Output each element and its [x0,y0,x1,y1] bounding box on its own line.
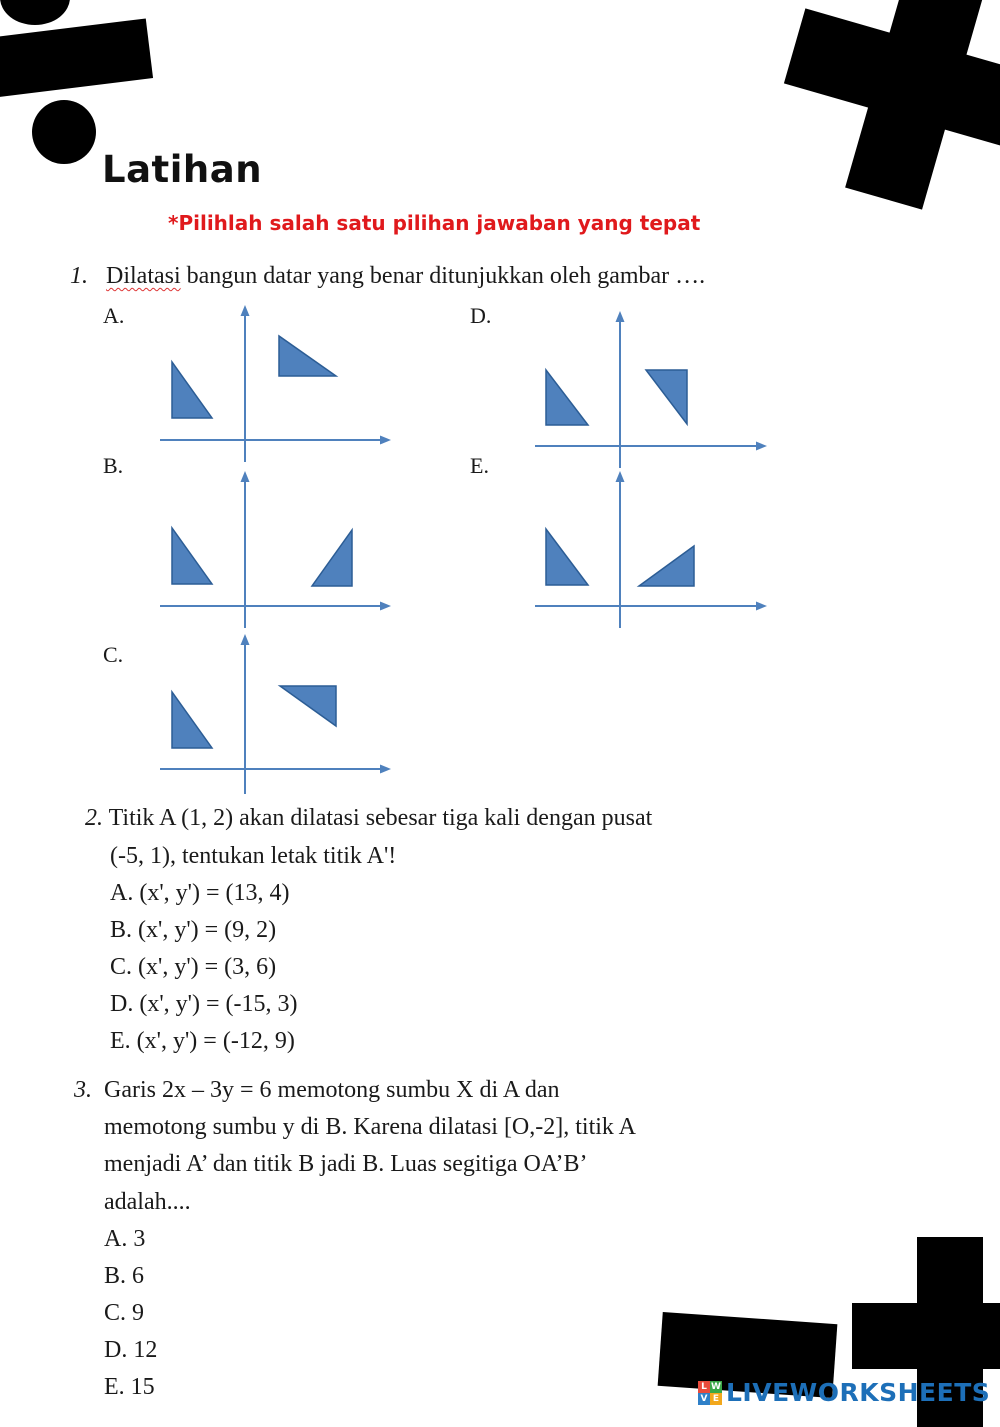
divide-sign-bar [0,18,153,97]
liveworksheets-logo-text: LIVEWORKSHEETS [726,1378,991,1407]
graph-b-y-arrow [241,471,250,482]
question-3-line-4: adalah.... [104,1189,191,1215]
question-2-number: 2. [85,805,103,831]
q1-option-label-d: D. [470,303,492,328]
q2-option-e: E. (x', y') = (-12, 9) [110,1028,295,1054]
graph-e-y-arrow [616,471,625,482]
q1-graph-d [525,305,775,470]
q1-option-label-e: E. [470,453,489,478]
q3-option-e: E. 15 [104,1374,155,1400]
q2-option-b: B. (x', y') = (9, 2) [110,917,277,943]
liveworksheets-watermark [698,1378,990,1407]
graph-c-x-arrow [380,765,391,774]
graph-d-y-arrow [616,311,625,322]
graph-e-original-triangle [546,529,588,585]
graph-d-image-triangle [646,370,687,424]
graph-a-x-arrow [380,436,391,445]
question-1-rest: bangun datar yang benar ditunjukkan oleh gambar …. [180,263,706,289]
divide-sign-dot-top [0,0,70,25]
q1-option-label-a: A. [103,303,125,328]
question-2-line-2: (-5, 1), tentukan letak titik A'! [110,843,397,869]
question-3-number: 3. [74,1077,92,1103]
question-3-line-2: memotong sumbu y di B. Karena dilatasi [O,-2], titik A [104,1114,636,1140]
question-1-keyword: Dilatasi [106,263,181,289]
q3-option-b: B. 6 [104,1263,145,1289]
question-3-line-3: menjadi A’ dan titik B jadi B. Luas segitiga OA’B’ [104,1151,588,1177]
graph-d-x-arrow [756,442,767,451]
q2-option-d: D. (x', y') = (-15, 3) [110,991,298,1017]
q1-graph-a [150,300,400,465]
instruction-text: *Pilihlah salah satu pilihan jawaban yang tepat [168,211,701,235]
graph-b-image-triangle [312,530,352,586]
question-1-number: 1. [70,263,88,289]
divide-sign-dot-bottom [32,100,96,164]
q1-graph-b [150,465,400,630]
graph-a-original-triangle [172,362,212,418]
q1-graph-e [525,465,775,630]
graph-a-y-arrow [241,305,250,316]
q3-option-a: A. 3 [104,1226,146,1252]
liveworksheets-logo-icon: L W V E [698,1381,722,1405]
question-2-line-1: 2. Titik A (1, 2) akan dilatasi sebesar tiga kali dengan pusat [85,805,653,831]
page-title: Latihan [102,148,263,191]
question-1-text [70,264,705,288]
q1-option-label-c: C. [103,642,124,667]
q2-option-c: C. (x', y') = (3, 6) [110,954,277,980]
q3-option-c: C. 9 [104,1300,145,1326]
graph-e-x-arrow [756,602,767,611]
q3-option-d: D. 12 [104,1337,158,1363]
q2-option-a: A. (x', y') = (13, 4) [110,880,290,906]
graph-c-y-arrow [241,634,250,645]
graph-c-original-triangle [172,692,212,748]
graph-e-image-triangle [639,546,694,586]
graph-d-original-triangle [546,370,588,425]
graph-b-x-arrow [380,602,391,611]
q1-option-label-b: B. [103,453,124,478]
graph-c-image-triangle [280,686,336,726]
q1-graph-c [150,628,400,796]
graph-a-image-triangle [279,336,336,376]
plus-sign-bottom-horizontal [852,1303,1000,1369]
question-3-line-1: 3. Garis 2x – 3y = 6 memotong sumbu X di A dan [74,1077,560,1103]
graph-b-original-triangle [172,528,212,584]
